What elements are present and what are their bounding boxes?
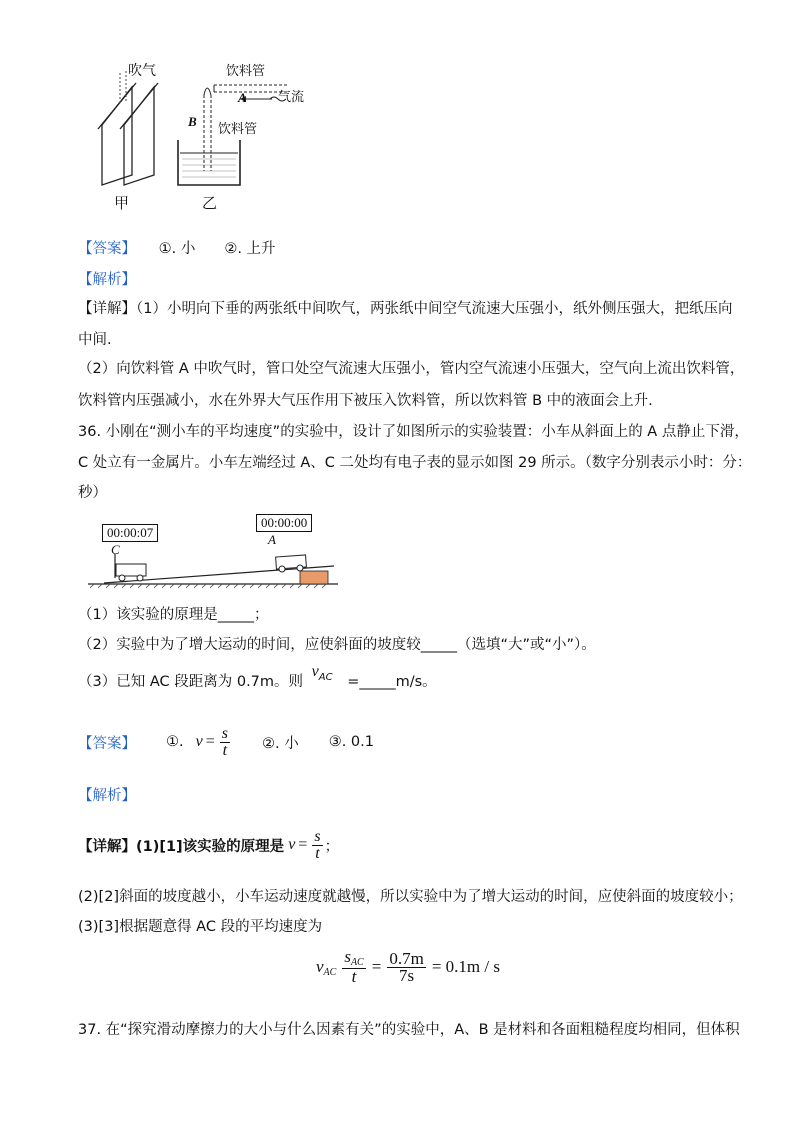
answer-tag: 【答案】 (78, 241, 136, 257)
sub3-prefix: （3）已知 AC 段距离为 0.7m。则 (78, 674, 304, 690)
formula-t: t (315, 844, 320, 862)
detail1-text: (1)[1]该实验的原理是 (136, 838, 285, 855)
formula-t: t (222, 741, 228, 759)
caption-yi: 乙 (202, 194, 218, 212)
q35-detail-line1: 【详解】（1）小明向下垂的两张纸中间吹气，两张纸中间空气流速大压强小，纸外侧压强大，把纸压向 (78, 301, 733, 317)
calc-s-sub: AC (350, 957, 364, 968)
q35-detail-line3: （2）向饮料管 A 中吹气时，管口处空气流速大压强小，管内空气流速小压强大，空气向上流出饮料管， (78, 361, 745, 377)
clock-c: 00:00:07 (102, 524, 158, 542)
calc-den: 7s (399, 965, 415, 985)
detail1-end: ； (324, 838, 340, 855)
label-a: A (268, 532, 276, 547)
straw-label-top: 饮料管 (226, 64, 266, 79)
calc-t: t (351, 967, 357, 986)
q36-stem-line2: C 处立有一金属片。小车左端经过 A、C 二处均有电子表的显示如图 29 所示。（数字分别表示小时：分： (78, 455, 752, 471)
q35-answer (78, 239, 276, 259)
point-b-label: B (188, 114, 197, 129)
label-c: C (111, 542, 120, 557)
answer-text: ①. 小 ②. 上升 (158, 241, 276, 257)
calc-v-sub: AC (323, 966, 337, 978)
answer-tag: 【答案】 (78, 735, 136, 752)
q36-calculation (316, 942, 500, 992)
sub3-suffix: =_____m/s。 (347, 674, 437, 690)
ans2: ②. 小 (261, 735, 299, 752)
straw-label-mid: 饮料管 (218, 122, 258, 137)
sub3-sub: AC (318, 672, 333, 683)
q36-detail1 (78, 816, 339, 874)
point-a-label: A (238, 90, 247, 105)
formula-v-equals-s-over-t (196, 726, 232, 759)
calc-eq: = (371, 957, 382, 976)
q36-detail2: (2)[2]斜面的坡度越小，小车运动速度就越慢，所以实验中为了增大运动的时间，应使斜面的坡度较小； (78, 889, 743, 905)
q36-detail3: (3)[3]根据题意得 AC 段的平均速度为 (78, 919, 323, 935)
formula-eq: = (205, 733, 215, 750)
formula-s: s (221, 724, 228, 742)
ans3: ③. 0.1 (328, 734, 374, 750)
figure-jia-yi-drawing (90, 55, 320, 215)
q36-answer (78, 714, 374, 770)
formula-s: s (314, 827, 321, 845)
q37-stem-line1: 37. 在“探究滑动摩擦力的大小与什么因素有关”的实验中，A、B 是材料和各面粗糙程度均相同，但体积 (78, 1022, 740, 1038)
q36-sub2: （2）实验中为了增大运动的时间，应使斜面的坡度较_____（选填“大”或“小”）。 (78, 637, 596, 653)
airflow-label: 气流 (278, 90, 305, 105)
detail-tag: 【详解】 (78, 838, 136, 855)
q35-analysis-tag: 【解析】 (78, 272, 136, 288)
formula-v: v (195, 733, 203, 750)
sub3-var: v (311, 663, 319, 680)
q35-detail-line2: 中间. (78, 332, 112, 348)
q36-sub3 (78, 663, 437, 694)
clock-a: 00:00:00 (256, 514, 312, 532)
calc-v: v (316, 957, 324, 976)
formula-v: v (288, 836, 296, 853)
q35-detail-line4: 饮料管内压强减小，水在外界大气压作用下被压入饮料管，所以饮料管 B 中的液面会上升. (78, 393, 653, 409)
blow-label: 吹气 (128, 63, 156, 79)
calc-result: = 0.1m / s (431, 957, 500, 976)
caption-jia: 甲 (114, 194, 130, 212)
ans1-mark: ①. (166, 734, 184, 750)
q36-sub1: （1）该实验的原理是_____； (78, 607, 269, 623)
q36-stem-line1: 36. 小刚在“测小车的平均速度”的实验中，设计了如图所示的实验装置：小车从斜面上的 A 点静止下滑， (78, 424, 749, 440)
figure-jia-yi (90, 55, 320, 215)
q36-analysis-tag: 【解析】 (78, 788, 136, 804)
formula-eq: = (298, 836, 308, 853)
detail-formula (288, 829, 324, 862)
calc-s: s (344, 947, 351, 966)
q36-stem-line3: 秒） (78, 485, 107, 501)
calc-num: 0.7m (389, 948, 424, 968)
